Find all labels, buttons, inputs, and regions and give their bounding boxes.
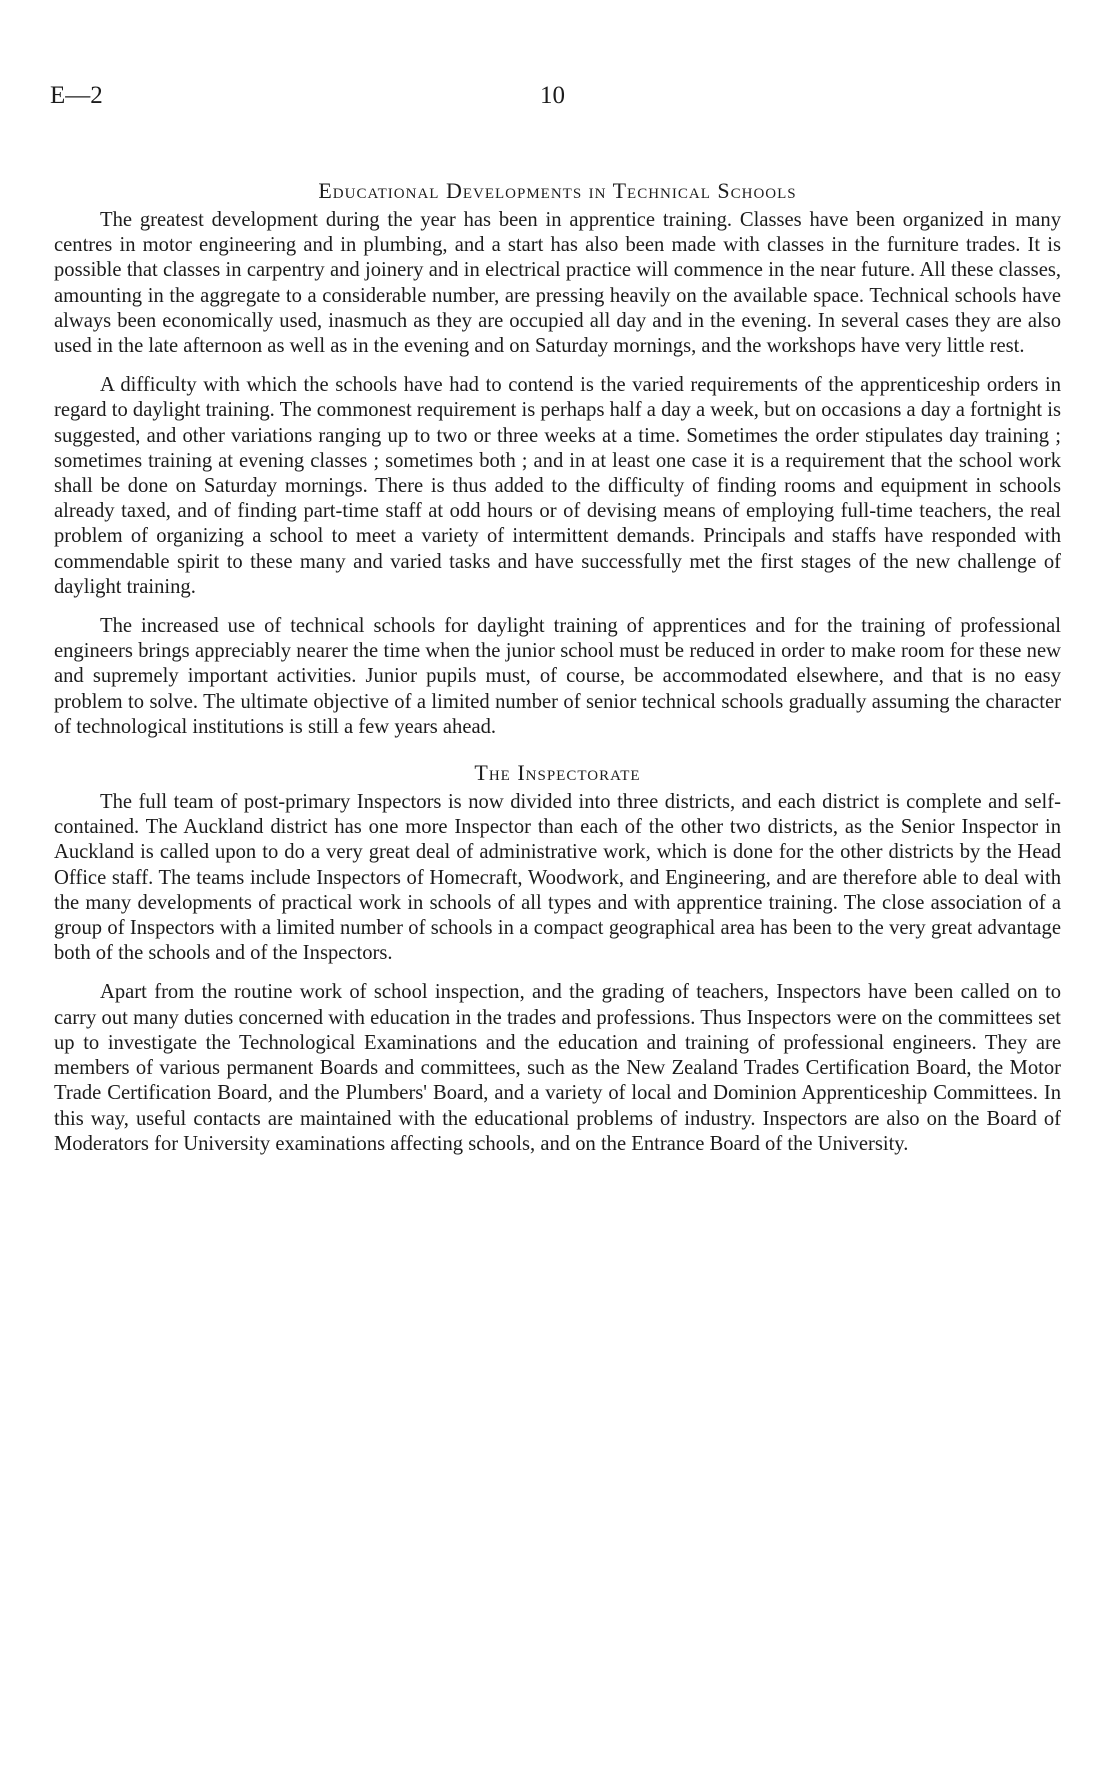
paragraph: The increased use of technical schools for daylight training of apprentices and for the training of professional engineers brings appreciably nearer the time when the junior school must be reduced in order to make room for these new and supremely important activities. Junior pupils must, of course, be accommodated elsewhere, and that is no easy problem to solve. The ultimate objective of a limited number of senior technical schools gradually assuming the character of technological institutions is still a few years ahead. xyxy=(54,615,1061,738)
page-number: 10 xyxy=(540,82,565,109)
paragraph: The full team of post-primary Inspectors is now divided into three districts, and each district is complete and self-contained. The Auckland district has one more Inspector than each of the other two districts, as the Senior Inspector in Auckland is called upon to do a very great deal of administrative work, which is done for the other districts by the Head Office staff. The teams include Inspectors of Homecraft, Woodwork, and Engineering, and are therefore able to deal with the many developments of practical work in schools of all types and with apprentice training. The close association of a group of Inspectors with a limited number of schools in a compact geographical area has been to the very great advantage both of the schools and of the Inspectors. xyxy=(54,791,1061,965)
running-header xyxy=(0,82,1114,112)
page-body xyxy=(54,176,1061,1157)
document-reference: E—2 xyxy=(50,82,103,109)
paragraph: A difficulty with which the schools have had to contend is the varied requirements of the apprenticeship orders in regard to daylight training. The commonest requirement is perhaps half a day a week, but on occasions a day a fortnight is suggested, and other variations ranging up to two or three weeks at a time. Sometimes the order stipulates day training ; sometimes training at evening classes ; sometimes both ; and in at least one case it is a requirement that the school work shall be done on Saturday mornings. There is thus added to the difficulty of finding rooms and equipment in schools already taxed, and of finding part-time staff at odd hours or of devising means of employing full-time teachers, the real problem of organizing a school to meet a variety of intermittent demands. Principals and staffs have responded with commendable spirit to these many and varied tasks and have successfully met the first stages of the new challenge of daylight training. xyxy=(54,374,1061,598)
paragraph: Apart from the routine work of school inspection, and the grading of teachers, Inspectors have been called on to carry out many duties concerned with education in the trades and professions. Thus Inspectors were on the committees set up to investigate the Technological Examinations and the education and training of professional engineers. They are members of various permanent Boards and committees, such as the New Zealand Trades Certification Board, the Motor Trade Certification Board, and the Plumbers' Board, and a variety of local and Dominion Apprenticeship Committees. In this way, useful contacts are maintained with the educational problems of industry. Inspectors are also on the Board of Moderators for University examinations affecting schools, and on the Entrance Board of the University. xyxy=(54,981,1061,1155)
paragraph: The greatest development during the year has been in apprentice training. Classes have been organized in many centres in motor engineering and in plumbing, and a start has also been made with classes in the furniture trades. It is possible that classes in carpentry and joinery and in electrical practice will commence in the near future. All these classes, amounting in the aggregate to a considerable number, are pressing heavily on the available space. Technical schools have always been economically used, inasmuch as they are occupied all day and in the evening. In several cases they are also used in the late afternoon as well as in the evening and on Saturday mornings, and the workshops have very little rest. xyxy=(54,209,1061,358)
section-heading-educational-developments: Educational Developments in Technical Schools xyxy=(318,178,797,203)
section-heading-inspectorate: The Inspectorate xyxy=(474,760,641,786)
